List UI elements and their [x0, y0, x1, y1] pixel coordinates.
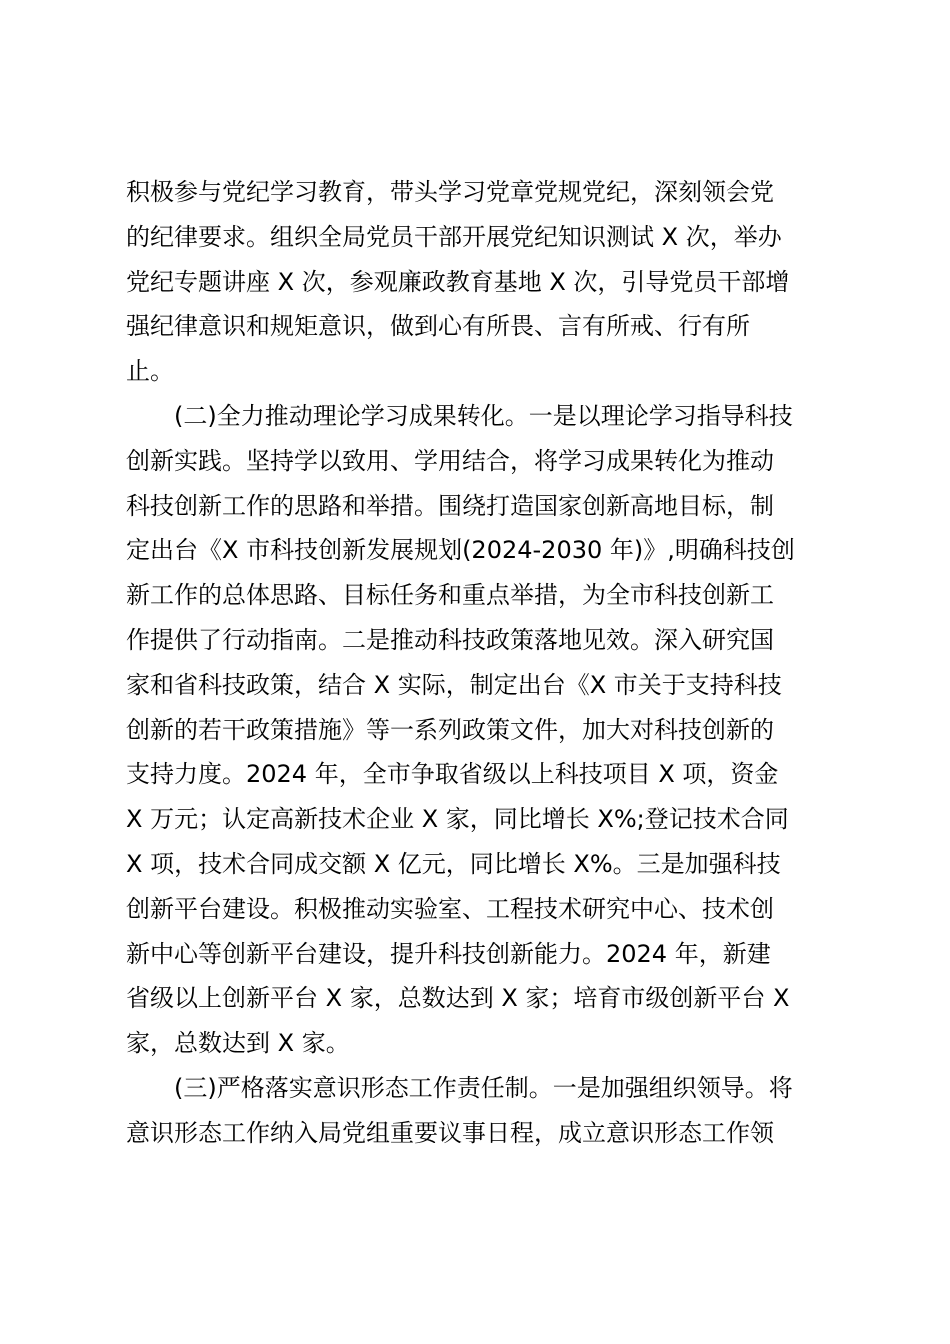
- text-line: 意识形态工作纳入局党组重要议事日程，成立意识形态工作领: [126, 1118, 774, 1147]
- body-text: [126, 170, 831, 1156]
- text-line: 支持力度。2024 年，全市争取省级以上科技项目 X 项，资金: [126, 760, 779, 789]
- text-line: 止。: [126, 357, 174, 386]
- text-line: 家和省科技政策，结合 X 实际，制定出台《X 市关于支持科技: [126, 670, 782, 699]
- text-line: 作提供了行动指南。二是推动科技政策落地见效。深入研究国: [126, 625, 774, 654]
- text-line: 新中心等创新平台建设，提升科技创新能力。2024 年，新建: [126, 939, 771, 968]
- text-line: 党纪专题讲座 X 次，参观廉政教育基地 X 次，引导党员干部增: [126, 267, 790, 296]
- text-line: 新工作的总体思路、目标任务和重点举措，为全市科技创新工: [126, 581, 774, 610]
- section-heading-line: (二)全力推动理论学习成果转化。一是以理论学习指导科技: [126, 401, 793, 430]
- text-line: X 项，技术合同成交额 X 亿元，同比增长 X%。三是加强科技: [126, 849, 781, 878]
- text-line: 的纪律要求。组织全局党员干部开展党纪知识测试 X 次，举办: [126, 222, 782, 251]
- text-line: 创新平台建设。积极推动实验室、工程技术研究中心、技术创: [126, 894, 774, 923]
- text-line: 积极参与党纪学习教育，带头学习党章党规党纪，深刻领会党: [126, 178, 774, 206]
- text-line: 定出台《X 市科技创新发展规划(2024-2030 年)》,明确科技创: [126, 536, 795, 565]
- text-line: 强纪律意识和规矩意识，做到心有所畏、言有所戒、行有所: [126, 312, 750, 341]
- text-line: 创新实践。坚持学以致用、学用结合，将学习成果转化为推动: [126, 446, 774, 475]
- text-line: 创新的若干政策措施》等一系列政策文件，加大对科技创新的: [126, 715, 774, 744]
- section-heading-line: (三)严格落实意识形态工作责任制。一是加强组织领导。将: [126, 1073, 793, 1102]
- text-line: X 万元；认定高新技术企业 X 家，同比增长 X%;登记技术合同: [126, 805, 789, 834]
- text-line: 科技创新工作的思路和举措。围绕打造国家创新高地目标，制: [126, 491, 774, 520]
- text-line: 省级以上创新平台 X 家，总数达到 X 家；培育市级创新平台 X: [126, 984, 790, 1013]
- text-line: 家，总数达到 X 家。: [126, 1029, 350, 1058]
